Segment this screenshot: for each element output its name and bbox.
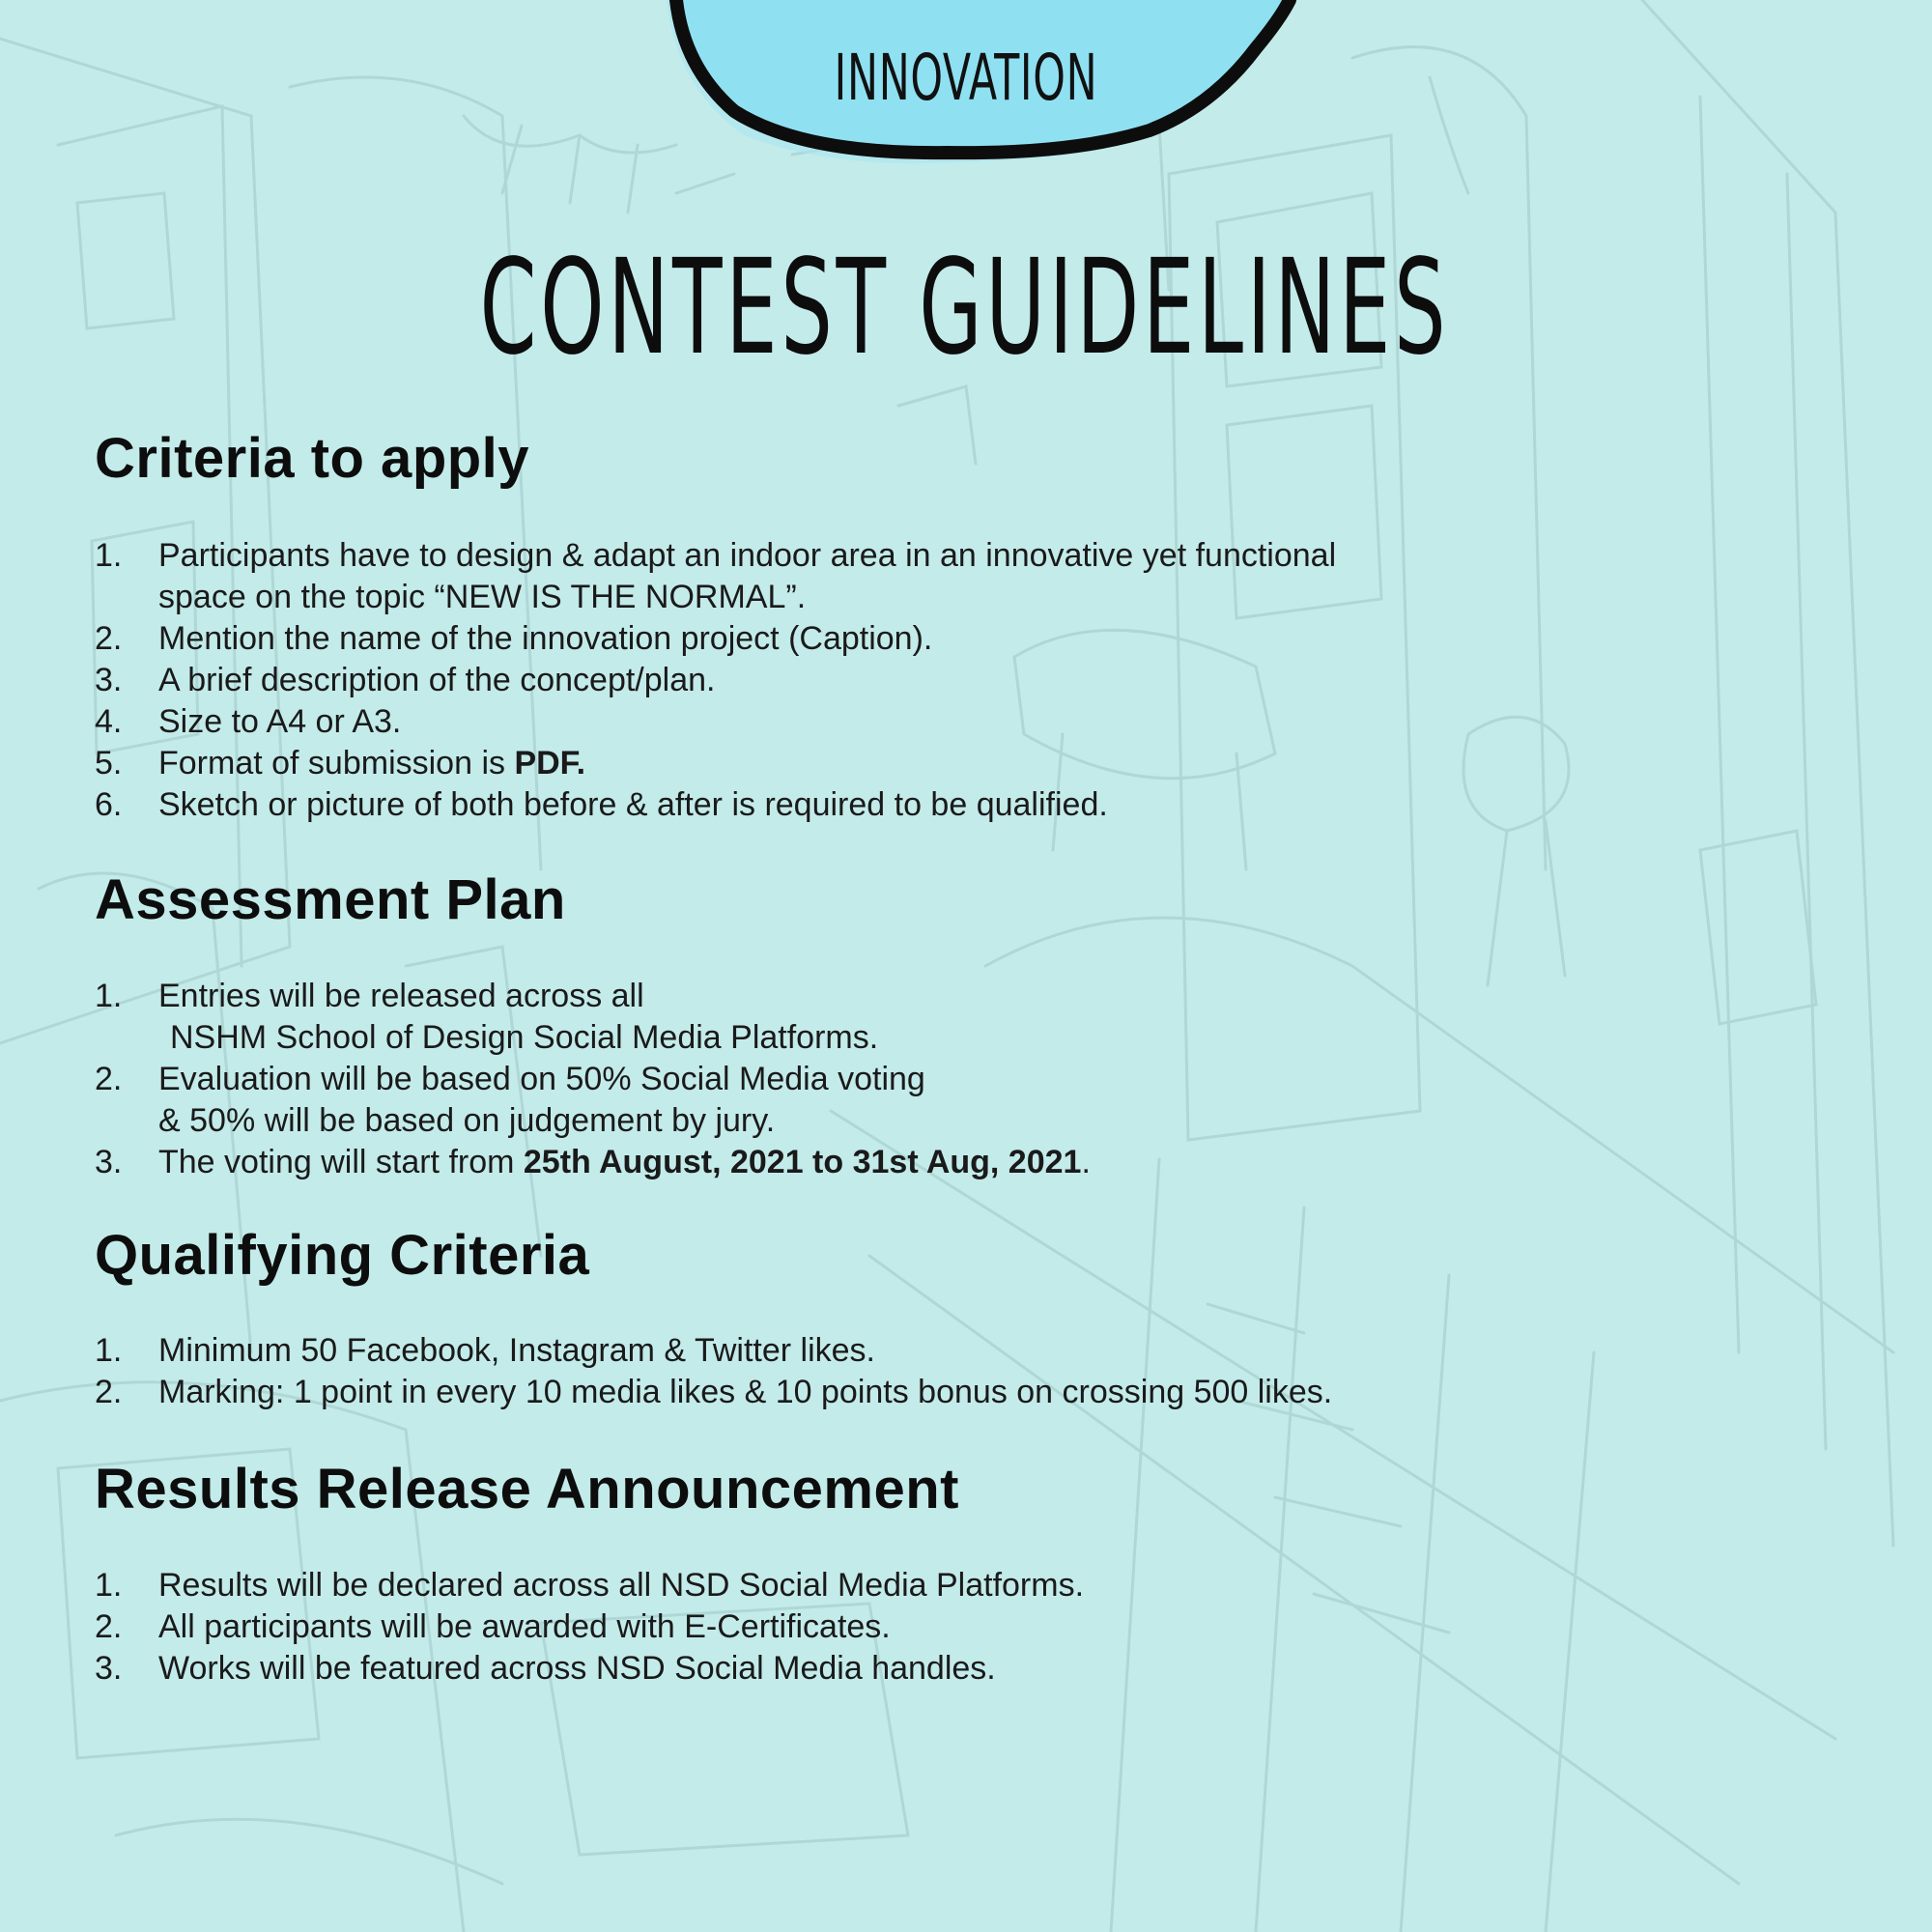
item-text: Entries will be released across all	[158, 978, 644, 1015]
list-item	[95, 1372, 1640, 1413]
criteria-list	[95, 535, 1640, 826]
item-number: 2.	[95, 1608, 123, 1646]
item-number: 2.	[95, 1061, 123, 1098]
item-number: 1.	[95, 1331, 123, 1369]
section-heading: Results Release Announcement	[95, 1457, 959, 1520]
voting-dates: 25th August, 2021 to 31st Aug, 2021	[523, 1144, 1082, 1181]
item-text: Mention the name of the innovation project (Caption).	[158, 619, 933, 657]
item-text: Size to A4 or A3.	[158, 702, 402, 740]
item-number: 4.	[95, 702, 123, 740]
list-item	[95, 1606, 1640, 1648]
section-qualifying	[95, 1222, 1640, 1413]
item-text: Participants have to design & adapt an indoor area in an innovative yet functional	[158, 536, 1337, 574]
item-text-suffix: .	[1081, 1144, 1091, 1181]
item-number: 6.	[95, 785, 123, 823]
section-heading: Criteria to apply	[95, 427, 530, 490]
item-number: 3.	[95, 1144, 123, 1181]
item-number: 1.	[95, 978, 123, 1015]
assessment-list	[95, 976, 1640, 1183]
item-text: NSHM School of Design Social Media Platforms.	[170, 1019, 879, 1057]
item-text: Marking: 1 point in every 10 media likes & 10 points bonus on crossing 500 likes.	[158, 1373, 1333, 1410]
item-number: 1.	[95, 1567, 123, 1605]
qualifying-list	[95, 1330, 1640, 1413]
page-title: CONTEST GUIDELINES	[479, 232, 1450, 384]
section-criteria	[95, 425, 1640, 826]
item-number: 3.	[95, 661, 123, 698]
list-item	[95, 784, 1640, 826]
item-text: The voting will start from	[158, 1144, 524, 1181]
item-text: Minimum 50 Facebook, Instagram & Twitter likes.	[158, 1331, 875, 1369]
item-text: Format of submission is	[158, 744, 515, 781]
section-assessment	[95, 867, 1640, 1184]
list-item	[95, 743, 1640, 784]
results-list	[95, 1565, 1640, 1690]
item-number: 3.	[95, 1650, 123, 1688]
list-item	[95, 976, 1640, 1059]
list-item	[95, 618, 1640, 660]
badge-label: INNOVATION	[834, 41, 1098, 115]
list-item	[95, 1330, 1640, 1372]
item-text-bold: PDF.	[514, 744, 586, 781]
list-item	[95, 660, 1640, 701]
item-text: & 50% will be based on judgement by jury.	[158, 1102, 776, 1140]
list-item	[95, 701, 1640, 743]
section-heading: Qualifying Criteria	[95, 1224, 590, 1288]
list-item	[95, 1565, 1640, 1606]
section-heading: Assessment Plan	[95, 867, 566, 931]
list-item	[95, 1142, 1640, 1183]
item-text: Results will be declared across all NSD Social Media Platforms.	[158, 1567, 1085, 1605]
item-text: Sketch or picture of both before & after is required to be qualified.	[158, 785, 1108, 823]
item-text: space on the topic “NEW IS THE NORMAL”.	[158, 578, 807, 615]
item-text: A brief description of the concept/plan.	[158, 661, 716, 698]
list-item	[95, 1648, 1640, 1690]
item-text: Works will be featured across NSD Social Media handles.	[158, 1650, 996, 1688]
item-text: All participants will be awarded with E-Certificates.	[158, 1608, 891, 1646]
list-item	[95, 535, 1640, 618]
item-number: 2.	[95, 1373, 123, 1410]
section-results	[95, 1456, 1640, 1690]
item-number: 2.	[95, 619, 123, 657]
item-number: 1.	[95, 536, 123, 574]
item-text: Evaluation will be based on 50% Social Media voting	[158, 1061, 925, 1098]
list-item	[95, 1059, 1640, 1142]
item-number: 5.	[95, 744, 123, 781]
guidelines-content	[95, 425, 1640, 1690]
